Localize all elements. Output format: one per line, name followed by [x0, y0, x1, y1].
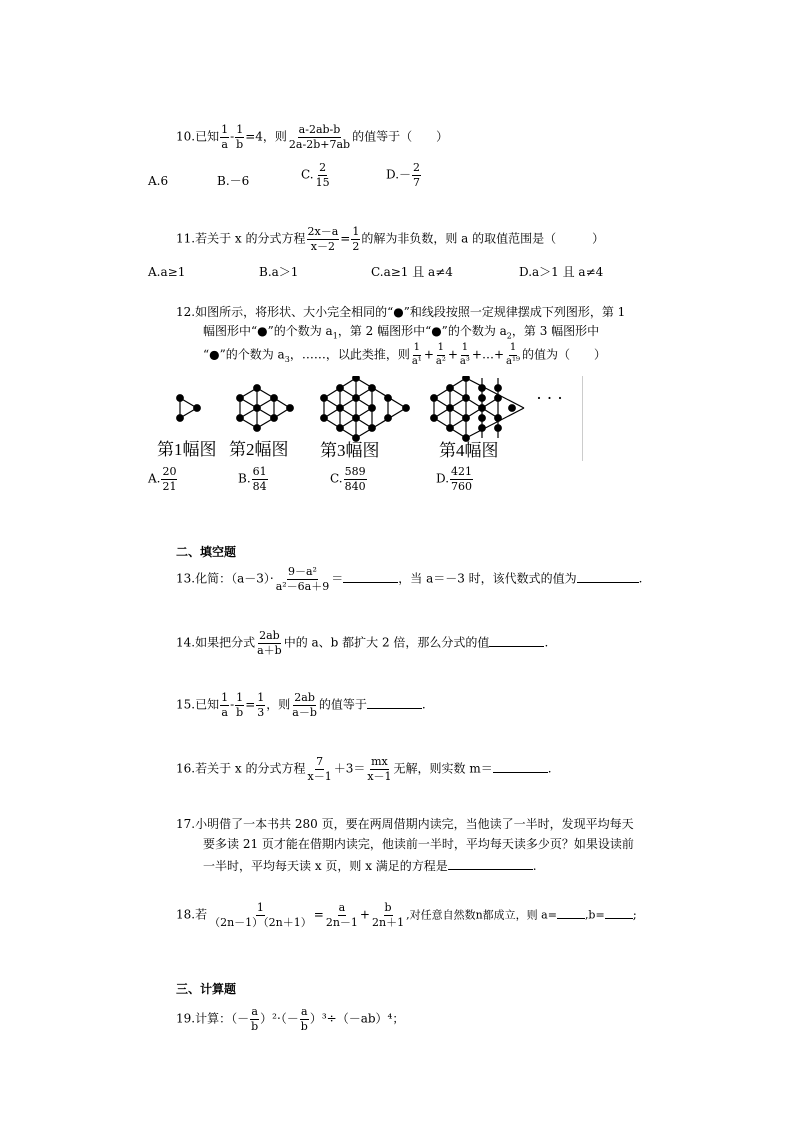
- question-10: 10.已知 $\frac{1}{a}$ - $\frac{1}{b}$ =4，则 $\frac{a-2ab-b}{2a-2b+7ab}$ 的值等于（ ）: [176, 123, 449, 151]
- answer-blank[interactable]: [448, 868, 533, 870]
- answer-blank[interactable]: [577, 581, 639, 583]
- question-15: 15.已知 $\frac{1}{a}$ - $\frac{1}{b}$ = $\frac{1}{3}$ ，则 $\frac{2ab}{a-b}$ 的值等于 .: [176, 691, 426, 719]
- fraction: $\frac{a-2ab-b}{2a-2b+7ab}$: [288, 123, 351, 151]
- fraction: $\frac{1}{b}$: [236, 123, 244, 151]
- ellipsis: · · ·: [536, 388, 563, 408]
- q12-option-a: A. $\frac{20}{21}$: [148, 465, 177, 493]
- answer-blank[interactable]: [557, 917, 585, 919]
- fraction: $\frac{2x-a}{x-2}$: [307, 225, 339, 253]
- q12-option-c: C. $\frac{589}{840}$: [330, 465, 366, 493]
- answer-blank[interactable]: [605, 917, 633, 919]
- answer-blank[interactable]: [367, 707, 422, 709]
- q10-option-c: C. $\frac{2}{15}$: [301, 161, 330, 189]
- fraction: $\frac{1}{a}$: [221, 123, 229, 151]
- figure-label-4: 第4幅图: [439, 441, 499, 460]
- question-11: 11.若关于 x 的分式方程 $\frac{2x-a}{x-2}$ = $\frac{1}{2}$ 的解为非负数，则 a 的取值范围是（ ）: [176, 225, 605, 253]
- figure-3-dots: [321, 376, 410, 441]
- question-13: 13.化简：（a－3）· $\frac{\text{9－a²}}{\text{a²－6a＋9}}$ ＝ ，当 a＝－3 时，该代数式的值为 .: [176, 565, 643, 593]
- q11-option-c: C.a≥1 且 a≠4: [371, 265, 453, 279]
- q12-option-d: D. $\frac{421}{760}$: [436, 465, 473, 493]
- answer-blank[interactable]: [493, 771, 548, 773]
- figure-2-dots: [237, 385, 294, 432]
- q10-option-a: A.6: [148, 174, 169, 188]
- q11-option-d: D.a＞1 且 a≠4: [519, 265, 604, 279]
- q12-option-b: B. $\frac{61}{84}$: [238, 465, 267, 493]
- q10-option-d: D.－ $\frac{2}{7}$: [386, 161, 421, 189]
- question-17-line-3: 一半时，平均每天读 x 页，则 x 满足的方程是 .: [203, 859, 537, 873]
- fraction: $\frac{1}{2}$: [352, 225, 360, 253]
- figure-4-dots: [431, 376, 524, 441]
- q11-option-a: A.a≥1: [148, 265, 186, 279]
- section-heading-fill-in: 二、填空题: [176, 545, 237, 559]
- question-17-line-2: 要多读 21 页才能在借期内读完，他读前一半时，平均每天读多少页？如果设读前: [203, 837, 634, 851]
- question-12-line-2: 幅图形中“●”的个数为 $a_1$，第 2 幅图形中“●”的个数为 $a_2$，第 3 幅图形中: [203, 324, 600, 341]
- figure-1-dots: [177, 395, 201, 422]
- q11-option-b: B.a＞1: [259, 265, 299, 279]
- question-17-line-1: 17.小明借了一本书共 280 页，要在两周借期内读完，当他读了一半时，发现平均每天: [176, 817, 634, 831]
- section-heading-calculation: 三、计算题: [176, 982, 237, 996]
- answer-blank[interactable]: [343, 581, 398, 583]
- question-16: 16.若关于 x 的分式方程 $\frac{7}{x-1}$ ＋3＝ $\frac{mx}{x-1}$ 无解，则实数 m＝ .: [176, 755, 552, 783]
- question-18: 18.若 $\frac{1}{(2n-1)(2n+1)}$ = $\frac{a}{2n-1}$ + $\frac{b}{2n+1}$ ,对任意自然数n都成立，则 a= ,b= ;: [176, 901, 637, 929]
- figure-label-3: 第3幅图: [320, 441, 380, 460]
- question-12-line-3: “●”的个数为 $a_3$，……，以此类推，则 $\frac{1}{\text{a¹}}$ + $\frac{1}{\text{a²}}$ + $\frac{1}{\text{a³}}$ +…+ $\frac{1}{\text{a¹⁹}}$ 的值为（ ）: [203, 342, 607, 367]
- q10-option-b: B.－6: [217, 174, 250, 188]
- figure-label-2: 第2幅图: [229, 440, 289, 459]
- question-19: 19.计算：（－ $\frac{a}{b}$ ）²·（－ $\frac{a}{b}$ ）³÷（－ab）⁴；: [176, 1005, 405, 1033]
- figure-label-1: 第1幅图: [157, 440, 217, 459]
- question-14: 14.如果把分式 $\frac{2ab}{a+b}$ 中的 a、b 都扩大 2 倍，那么分式的值 .: [176, 629, 549, 657]
- answer-blank[interactable]: [489, 645, 544, 647]
- question-12-line-1: 12.如图所示，将形状、大小完全相同的“●”和线段按照一定规律摆成下列图形，第 1: [176, 305, 626, 319]
